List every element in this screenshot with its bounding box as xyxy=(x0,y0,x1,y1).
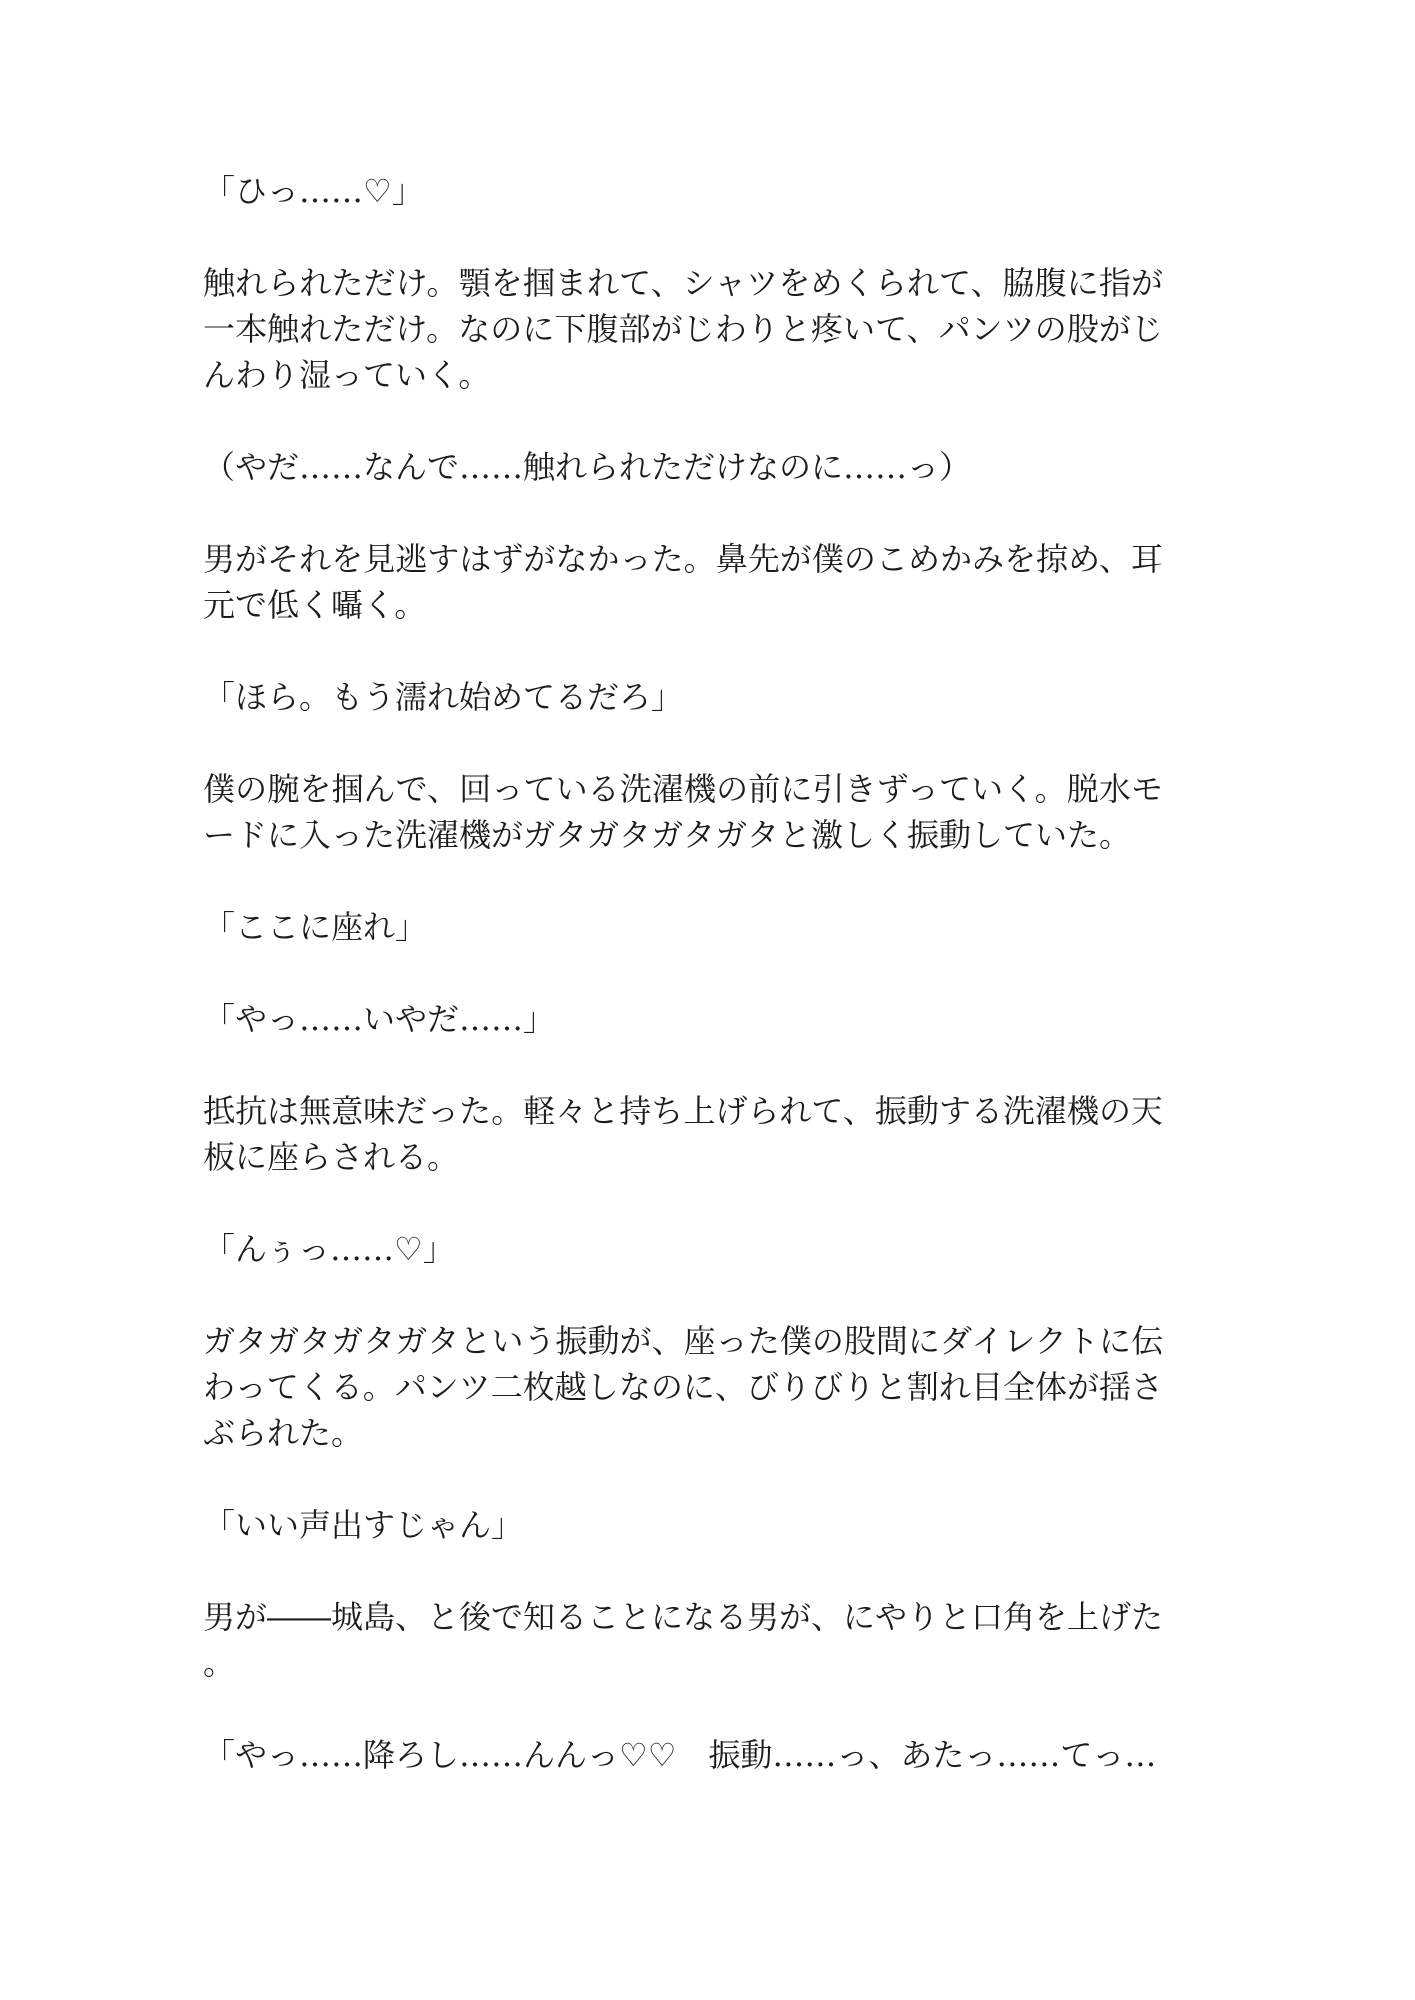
narration-paragraph: ガタガタガタガタという振動が、座った僕の股間にダイレクトに伝わってくる。パンツ二枚越しなのに、びりびりと割れ目全体が揺さぶられた。 xyxy=(203,1322,1163,1452)
dialogue-line: 「ほら。もう濡れ始めてるだろ」 xyxy=(203,678,684,716)
dialogue-line: 「いい声出すじゃん」 xyxy=(203,1506,524,1544)
thought-line: （やだ……なんで……触れられただけなのに……っ） xyxy=(203,448,972,486)
narration-paragraph: 抵抗は無意味だった。軽々と持ち上げられて、振動する洗濯機の天板に座らされる。 xyxy=(203,1092,1163,1176)
dialogue-line: 「やっ……いやだ……」 xyxy=(203,1000,556,1038)
narration-paragraph: 男が――城島、と後で知ることになる男が、にやりと口角を上げた。 xyxy=(203,1598,1164,1682)
dialogue-line: 「ここに座れ」 xyxy=(203,908,428,946)
dialogue-line: 「ひっ……♡」 xyxy=(203,172,424,210)
dialogue-line: 「んぅっ……♡」 xyxy=(203,1230,455,1268)
narration-paragraph: 触れられただけ。顎を掴まれて、シャツをめくられて、脇腹に指が一本触れただけ。なのに下腹部がじわりと疼いて、パンツの股がじんわり湿っていく。 xyxy=(203,264,1163,394)
dialogue-line: 「やっ……降ろし……んんっ♡♡ 振動……っ、あたっ……てっ… xyxy=(203,1736,1157,1774)
narration-paragraph: 男がそれを見逃すはずがなかった。鼻先が僕のこめかみを掠め、耳元で低く囁く。 xyxy=(203,540,1163,624)
narration-paragraph: 僕の腕を掴んで、回っている洗濯機の前に引きずっていく。脱水モードに入った洗濯機がガタガタガタガタと激しく振動していた。 xyxy=(203,770,1163,854)
